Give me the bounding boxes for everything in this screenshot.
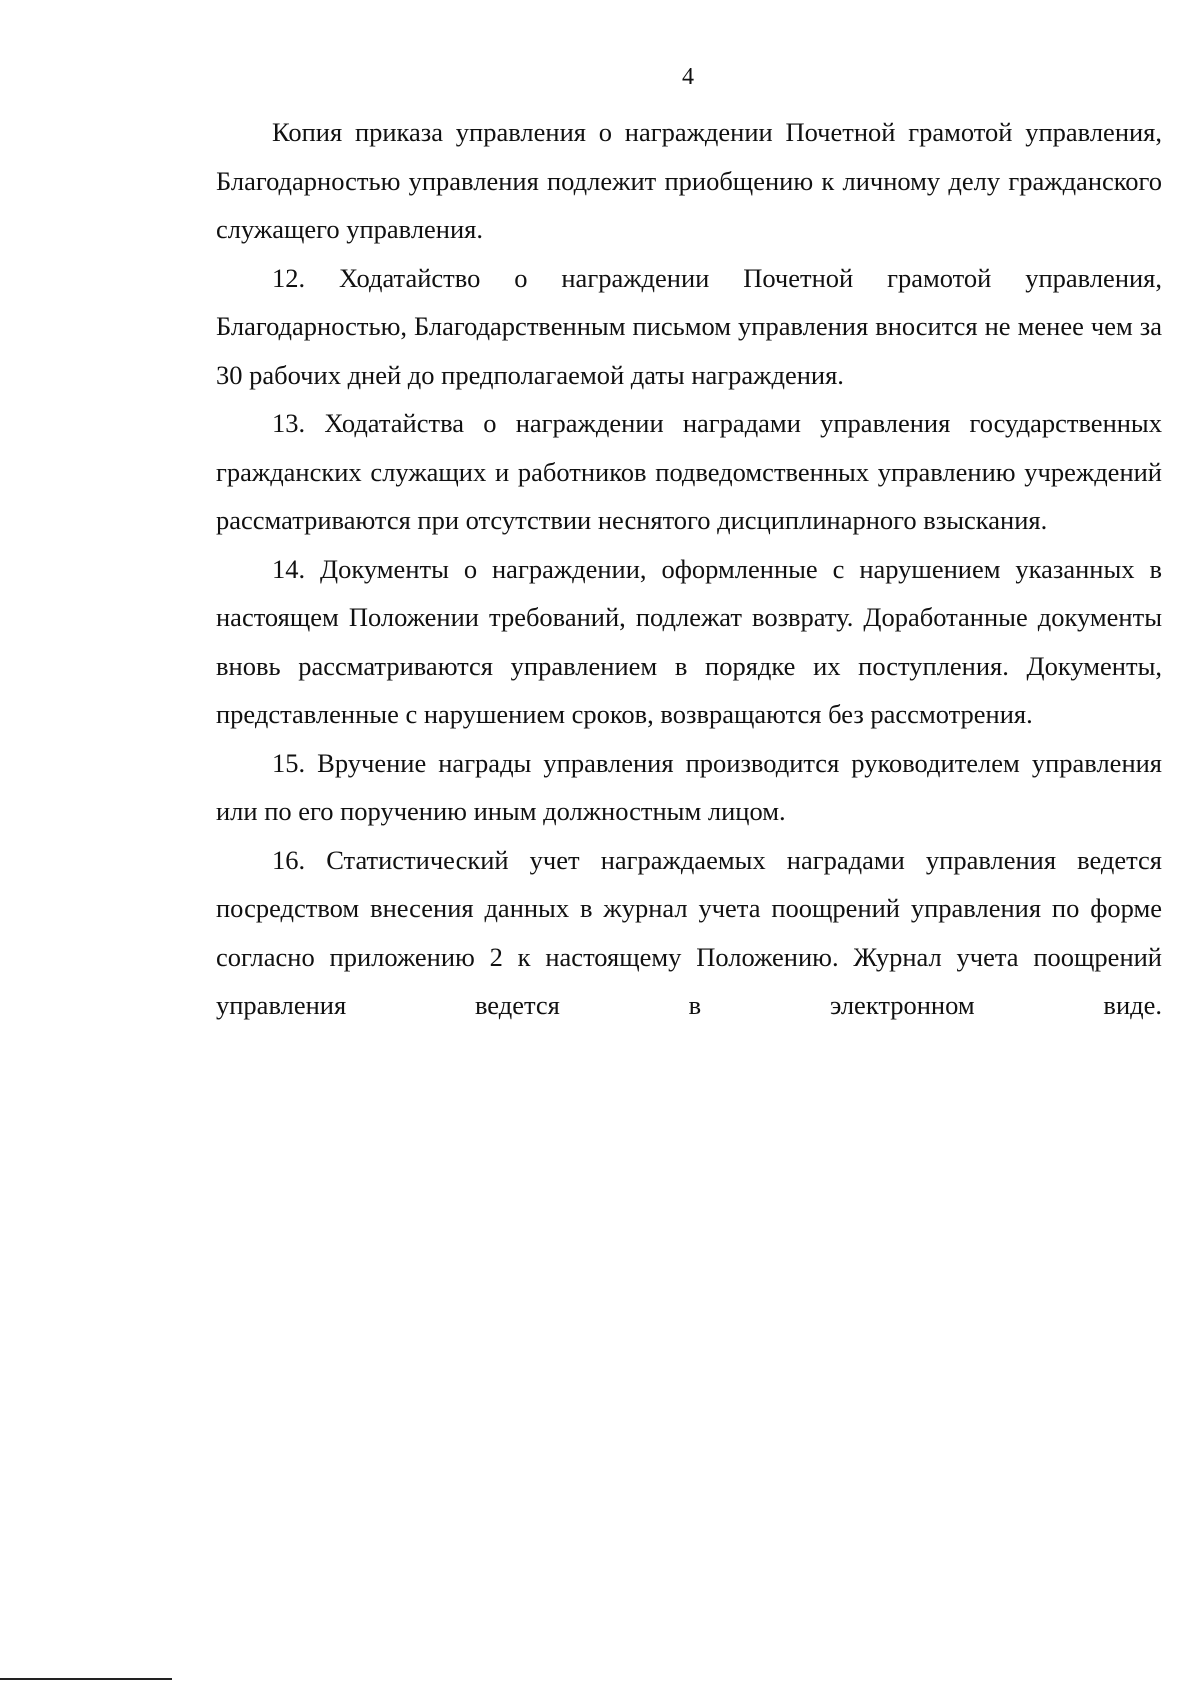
document-body [216,108,1162,1030]
page-number: 4 [682,64,694,90]
paragraph-order-copy: Копия приказа управления о награждении Почетной грамотой управления, Благодарностью управления подлежит приобщению к личному делу гражданского служащего управления. [216,117,1162,244]
paragraph-15: 15. Вручение награды управления производится руководителем управления или по его поручению иным должностным лицом. [216,747,1162,826]
paragraph-16: 16. Статистический учет награждаемых наградами управления ведется посредством внесения данных в журнал учета поощрений управления по форме согласно приложению 2 к настоящему Положению. Журнал учета поощрений управления ведется в электронном виде. [216,844,1162,1020]
paragraph-14: 14. Документы о награждении, оформленные с нарушением указанных в настоящем Положении требований, подлежат возврату. Доработанные документы вновь рассматриваются управлением в порядке их поступления. Документы, представленные с нарушением сроков, возвращаются без рассмотрения. [216,553,1162,729]
paragraph-13: 13. Ходатайства о награждении наградами управления государственных гражданских служащих и работников подведомственных управлению учреждений рассматриваются при отсутствии неснятого дисциплинарного взыскания. [216,408,1162,535]
footer-rule [0,1678,172,1680]
paragraph-12: 12. Ходатайство о награждении Почетной грамотой управления, Благодарностью, Благодарственным письмом управления вносится не менее чем за 30 рабочих дней до предполагаемой даты награждения. [216,262,1162,390]
